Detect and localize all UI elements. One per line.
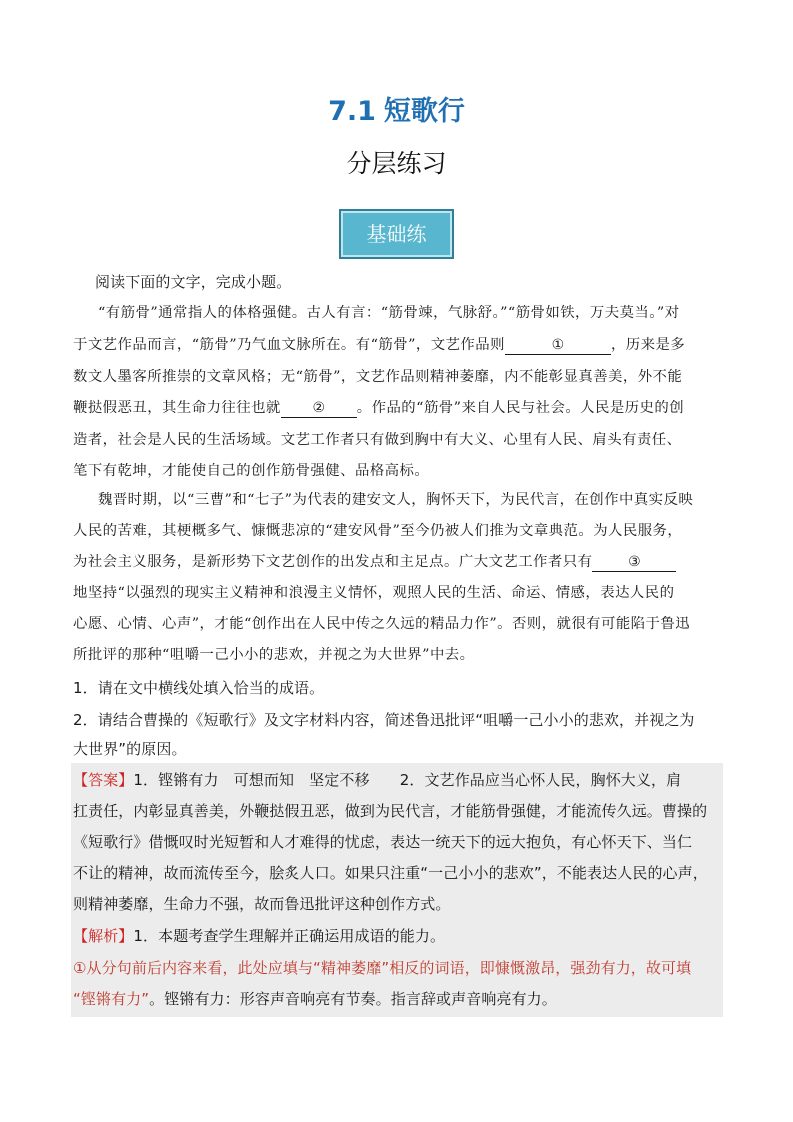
page-title — [0, 92, 793, 132]
section-number: 7.1 — [328, 96, 376, 127]
passage-line: 魏晋时期，以“三曹”和“七子”为代表的建安文人，胸怀天下，为民代言，在创作中真实反映 — [98, 492, 694, 508]
blank-2: ② — [281, 399, 357, 418]
answer-label: 【答案】 — [73, 771, 134, 789]
passage-line: 造者，社会是人民的生活场域。文艺工作者只有做到胸中有大义、心里有人民、肩头有责任、 — [73, 432, 682, 448]
blank-1: ① — [505, 336, 611, 355]
passage-line: 数文人墨客所推崇的文章风格；无“筋骨”，文艺作品则精神萎靡，内不能彰显真善美，外不能 — [73, 369, 683, 385]
question-2: 2．请结合曹操的《短歌行》及文字材料内容，简述鲁迅批评“咀嚼一己小小的悲欢，并视之为 — [73, 711, 695, 729]
passage-line: 于文艺作品而言，“筋骨”乃气血文脉所在。有“筋骨”，文艺作品则 ① ，历来是多 — [73, 337, 686, 353]
passage-line: “有筋骨”通常指人的体格强健。古人有言：“筋骨竦，气脉舒。”“筋骨如铁，万夫莫当。”对 — [98, 305, 680, 321]
passage-line: 地坚持“以强烈的现实主义精神和浪漫主义情怀，观照人民的生活、命运、情感，表达人民的 — [73, 585, 675, 601]
passage-line: 笔下有乾坤，才能使自己的创作筋骨强健、品格高标。 — [73, 463, 430, 479]
question-1: 1．请在文中横线处填入恰当的成语。 — [73, 679, 325, 697]
passage-line: 所批评的那种“咀嚼一己小小的悲欢，并视之为大世界”中去。 — [73, 647, 475, 663]
answer-line: 《短歌行》借慨叹时光短暂和人才难得的忧虑，表达一统天下的远大抱负，有心怀天下、当仁 — [73, 833, 693, 851]
section-badge: 基础练 — [339, 209, 454, 259]
page-subtitle: 分层练习 — [346, 149, 447, 178]
analysis-line: 【解析】1．本题考查学生理解并正确运用成语的能力。 — [73, 927, 446, 945]
lesson-title: 短歌行 — [383, 96, 465, 127]
question-2-cont: 大世界”的原因。 — [73, 740, 187, 758]
answer-line: 不让的精神，故而流传至今，脍炙人口。如果只注重“一己小小的悲欢”，不能表达人民的心声， — [73, 864, 708, 882]
analysis-line: ①从分句前后内容来看，此处应填与“精神萎靡”相反的词语，即慷慨激昂，强劲有力，故可填 — [73, 959, 692, 977]
answer-line: 扛责任，内彰显真善美，外鞭挞假丑恶，做到为民代言，才能筋骨强健，才能流传久远。曹操的 — [73, 802, 708, 820]
answer-line: 【答案】1．铿锵有力 可想而知 坚定不移 2．文艺作品应当心怀人民，胸怀大义，肩 — [73, 771, 682, 789]
blank-3: ③ — [592, 553, 676, 572]
analysis-line: “铿锵有力”。铿锵有力：形容声音响亮有节奏。指言辞或声音响亮有力。 — [73, 990, 557, 1008]
passage-line: 鞭挞假恶丑，其生命力往往也就 ② 。作品的“筋骨”来自人民与社会。人民是历史的创 — [73, 400, 685, 416]
answer-line: 则精神萎靡，生命力不强，故而鲁迅批评这种创作方式。 — [73, 895, 451, 913]
passage-line: 心愿、心情、心声”，才能“创作出在人民中传之久远的精品力作”。否则，就很有可能陷于鲁迅 — [73, 616, 691, 632]
analysis-label: 【解析】 — [73, 927, 134, 945]
instruction: 阅读下面的文字，完成小题。 — [95, 273, 292, 291]
passage-line: 为社会主义服务，是新形势下文艺创作的出发点和主足点。广大文艺工作者只有 ③ — [73, 550, 676, 574]
passage-line: 人民的苦难，其梗概多气、慷慨悲凉的“建安风骨”至今仍被人们推为文章典范。为人民服务， — [73, 523, 683, 539]
